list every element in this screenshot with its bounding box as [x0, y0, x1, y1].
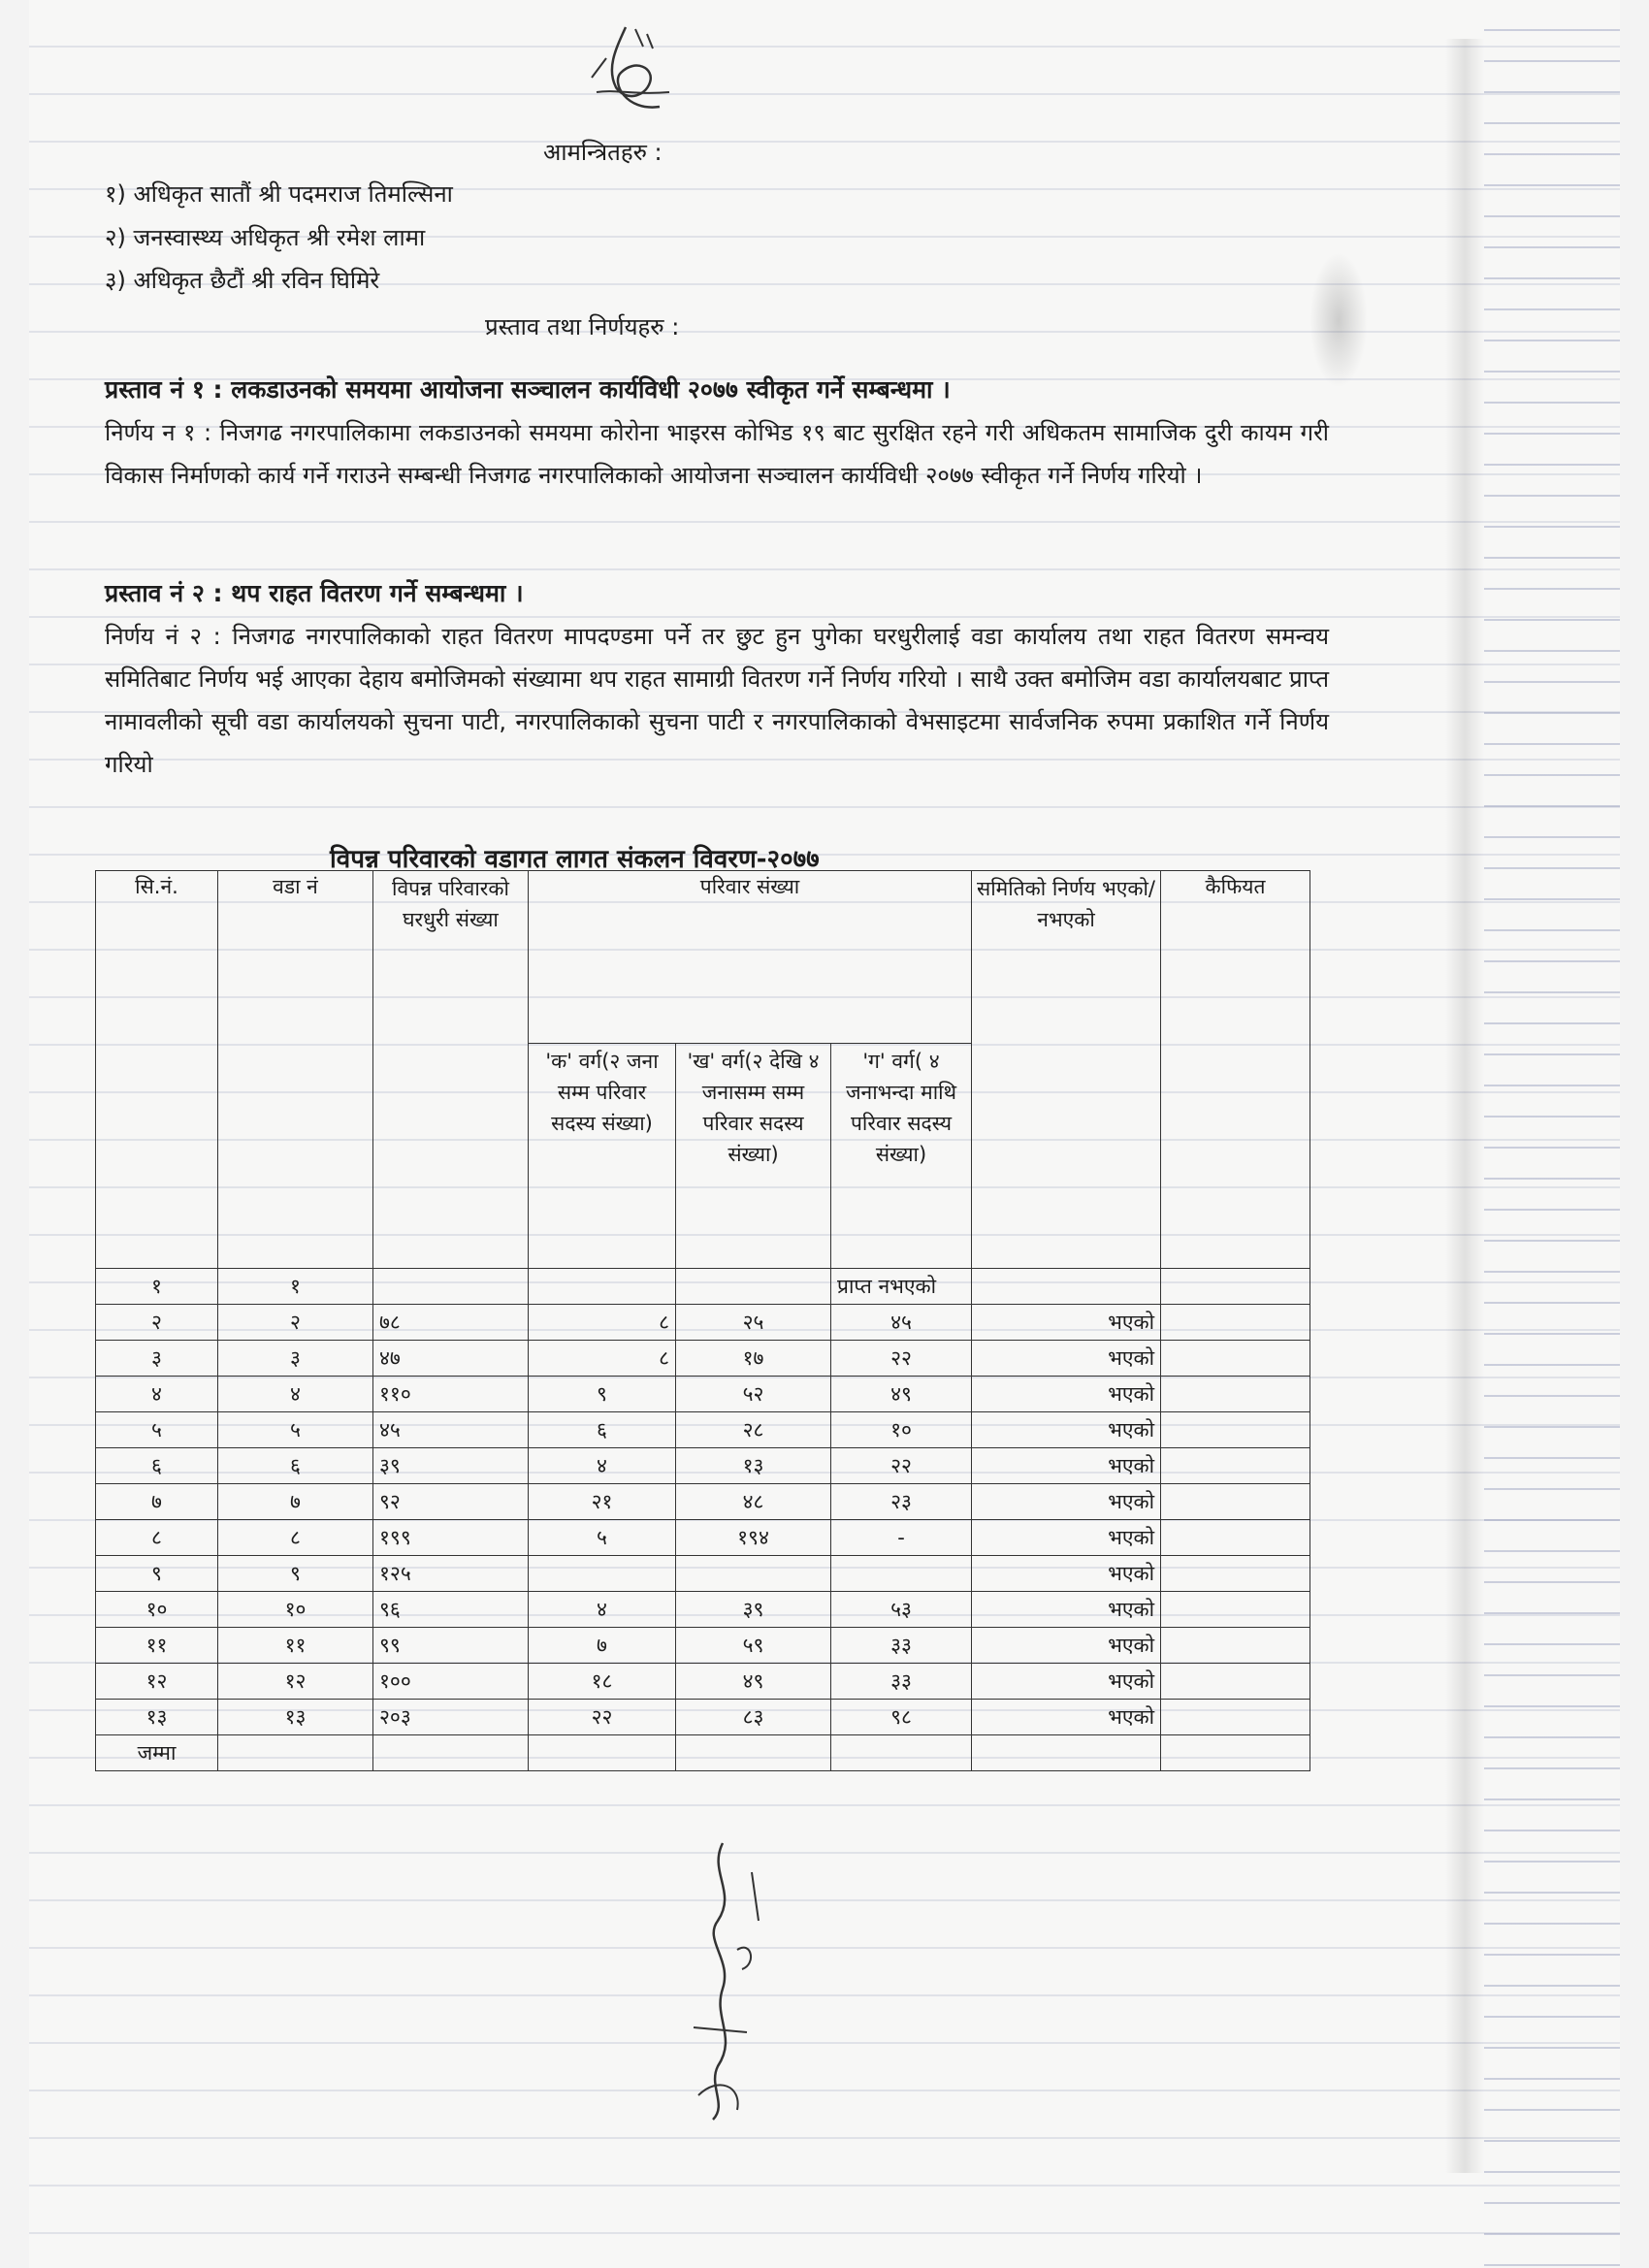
table-row: १२ १२ १०० १८ ४९ ३३ भएको [96, 1664, 1310, 1700]
table-row: ३ ३ ४७ ८ १७ २२ भएको [96, 1341, 1310, 1377]
invitees-title: आमन्त्रितहरु : [543, 139, 663, 166]
decision-text: निर्णय नं २ : निजगढ नगरपालिकाको राहत वितरण मापदण्डमा पर्ने तर छुट हुन पुगेका घरधुरीलाई वडा कार्यालय तथा राहत वितरण समन्वय समितिबाट निर्णय भई आएका देहाय बमोजिमको संख्यामा थप राहत सामाग्री वितरण गर्ने निर्णय गरियो । साथै उक्त बमोजिम वडा कार्यालयबाट प्राप्त नामावलीको सूची वडा कार्यालयको सुचना पाटी, नगरपालिकाको सुचना पाटी र नगरपालिकाको वेभसाइटमा सार्वजनिक रुपमा प्रकाशित गर्ने निर्णय गरियो [105, 623, 1329, 778]
ruled-page-edge [1484, 0, 1620, 2268]
proposal-heading: प्रस्ताव नं २ : थप राहत वितरण गर्ने सम्बन्धमा । [105, 579, 524, 607]
table-row: १३ १३ २०३ २२ ८३ ९८ भएको [96, 1700, 1310, 1735]
header-family-count: परिवार संख्या [529, 871, 972, 1044]
table-row: ९ ९ १२५ भएको [96, 1556, 1310, 1592]
header-cat-a: 'क' वर्ग(२ जना सम्म परिवार सदस्य संख्या) [529, 1044, 676, 1269]
table-row: ५ ५ ४५ ६ २८ १० भएको [96, 1412, 1310, 1448]
table-row: २ २ ७८ ८ २५ ४५ भएको [96, 1305, 1310, 1341]
table-row: ७ ७ ९२ २१ ४८ २३ भएको [96, 1484, 1310, 1520]
invitee-item: २) जनस्वास्थ्य अधिकृत श्री रमेश लामा [105, 224, 426, 251]
scan-smudge [1310, 252, 1368, 388]
decision-text: निर्णय न १ : निजगढ नगरपालिकामा लकडाउनको समयमा कोरोना भाइरस कोभिड १९ बाट सुरक्षित रहने गरी अधिकतम सामाजिक दुरी कायम गरी विकास निर्माणको कार्य गर्ने गराउने सम्बन्धी निजगढ नगरपालिकाको आयोजना सञ्चालन कार्यविधी २०७७ स्वीकृत गर्ने निर्णय गरियो । [105, 419, 1329, 489]
signature-top [567, 19, 684, 121]
ward-cost-table [95, 870, 1310, 1771]
signature-bottom [669, 1833, 776, 2124]
invitee-item: १) अधिकृत सातौं श्री पदमराज तिमल्सिना [105, 180, 453, 208]
table-total-row: जम्मा [96, 1735, 1310, 1771]
table-row: ८ ८ १९९ ५ १९४ - भएको [96, 1520, 1310, 1556]
table-row: ४ ४ ११० ९ ५२ ४९ भएको [96, 1377, 1310, 1412]
table-row: १० १० ९६ ४ ३९ ५३ भएको [96, 1592, 1310, 1628]
header-sn: सि.नं. [96, 871, 218, 1269]
header-ward: वडा नं [218, 871, 373, 1269]
invitee-item: ३) अधिकृत छैटौं श्री रविन घिमिरे [105, 267, 380, 294]
section-title: प्रस्ताव तथा निर्णयहरु : [485, 313, 680, 340]
header-cat-c: 'ग' वर्ग( ४ जनाभन्दा माथि परिवार सदस्य संख्या) [831, 1044, 972, 1269]
header-cat-b: 'ख' वर्ग(२ देखि ४ जनासम्म सम्म परिवार सदस्य संख्या) [676, 1044, 831, 1269]
table-row: ११ ११ ९९ ७ ५९ ३३ भएको [96, 1628, 1310, 1664]
scan-edge-shadow [1445, 39, 1484, 2173]
header-committee-decision: समितिको निर्णय भएको/नभएको [972, 871, 1161, 1269]
header-households: विपन्न परिवारको घरधुरी संख्या [373, 871, 529, 1269]
table-title: विपन्न परिवारको वडागत लागत संकलन विवरण-२०७७ [330, 845, 820, 874]
proposal-1 [105, 369, 1329, 497]
table-row: ६ ६ ३९ ४ १३ २२ भएको [96, 1448, 1310, 1484]
table-row: १ १ प्राप्त नभएको [96, 1269, 1310, 1305]
proposal-2 [105, 572, 1329, 786]
header-remarks: कैफियत [1161, 871, 1310, 1269]
proposal-heading: प्रस्ताव नं १ : लकडाउनको समयमा आयोजना सञ्चालन कार्यविधी २०७७ स्वीकृत गर्ने सम्बन्धमा । [105, 375, 951, 404]
